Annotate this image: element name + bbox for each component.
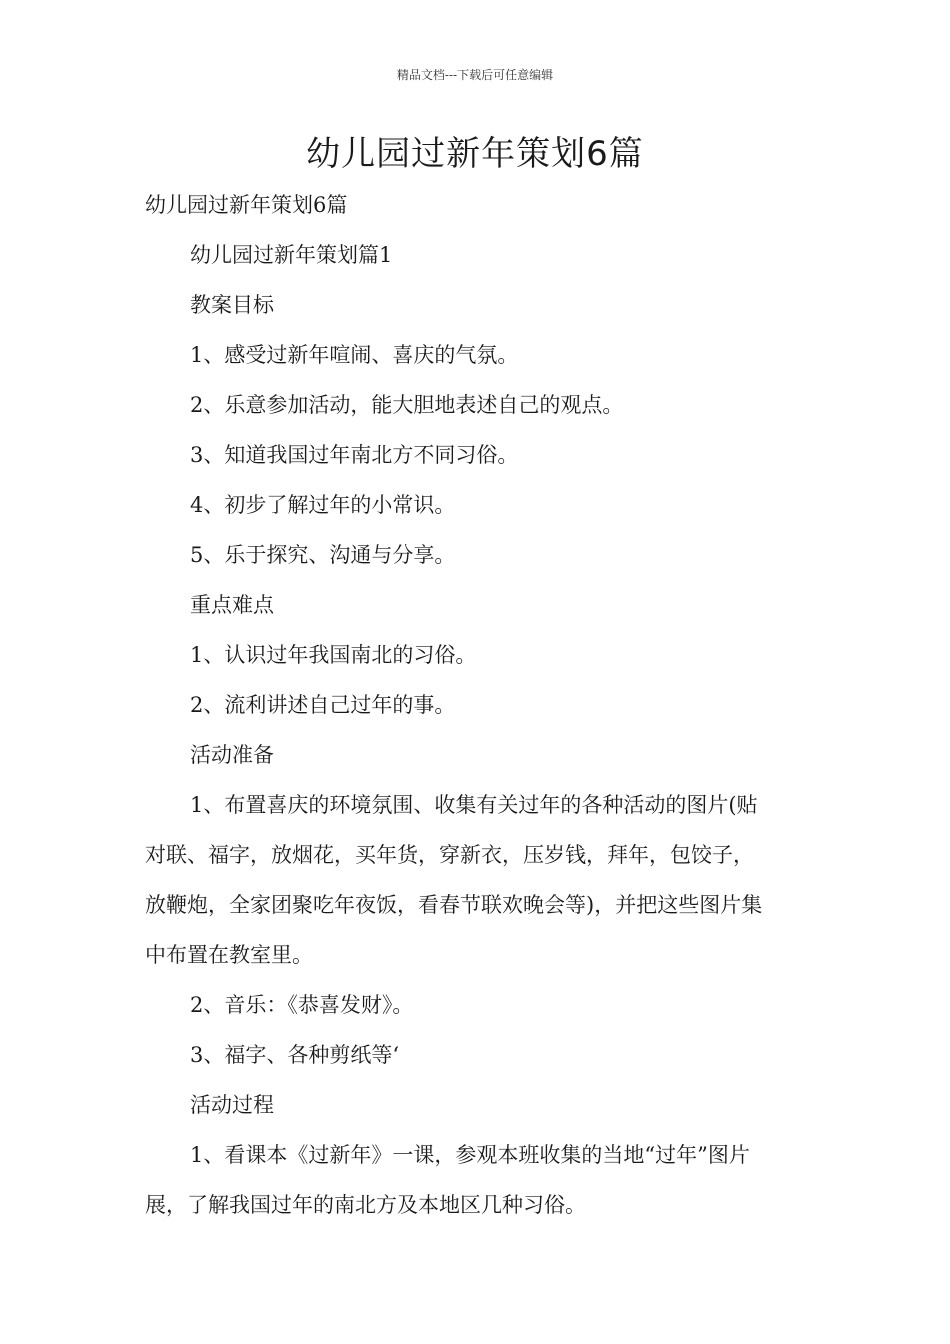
paragraph-line: 展，了解我国过年的南北方及本地区几种习俗。 [145, 1193, 586, 1217]
preparation-item-1 [145, 780, 810, 980]
preparation-item-3: 3、福字、各种剪纸等‘ [190, 1043, 400, 1067]
document-title: 幼儿园过新年策划6篇 [306, 134, 644, 174]
section-title: 幼儿园过新年策划篇1 [190, 243, 393, 267]
objective-item: 5、乐于探究、沟通与分享。 [190, 543, 456, 567]
paragraph-line: 放鞭炮，全家团聚吃年夜饭，看春节联欢晚会等)，并把这些图片集 [145, 893, 763, 917]
paragraph-line: 1、布置喜庆的环境氛围、收集有关过年的各种活动的图片(贴 [190, 793, 758, 817]
preparation-heading: 活动准备 [190, 743, 274, 767]
objective-item: 1、感受过新年喧闹、喜庆的气氛。 [190, 343, 519, 367]
key-point-item: 2、流利讲述自己过年的事。 [190, 693, 456, 717]
process-heading: 活动过程 [190, 1093, 274, 1117]
document-body [145, 180, 810, 1230]
paragraph-line: 1、看课本《过新年》一课，参观本班收集的当地“过年”图片 [190, 1143, 750, 1167]
header-note: 精品文档---下载后可任意编辑 [396, 68, 554, 82]
objective-item: 4、初步了解过年的小常识。 [190, 493, 456, 517]
subtitle: 幼儿园过新年策划6篇 [145, 193, 348, 217]
process-item-1 [145, 1130, 810, 1230]
preparation-item-2: 2、音乐：《恭喜发财》。 [190, 993, 414, 1017]
objective-item: 2、乐意参加活动，能大胆地表述自己的观点。 [190, 393, 624, 417]
key-point-item: 1、认识过年我国南北的习俗。 [190, 643, 477, 667]
paragraph-line: 中布置在教室里。 [145, 943, 313, 967]
key-points-heading: 重点难点 [190, 593, 274, 617]
objective-item: 3、知道我国过年南北方不同习俗。 [190, 443, 519, 467]
paragraph-line: 对联、福字，放烟花，买年货，穿新衣，压岁钱，拜年，包饺子， [145, 843, 754, 867]
objectives-heading: 教案目标 [190, 293, 274, 317]
